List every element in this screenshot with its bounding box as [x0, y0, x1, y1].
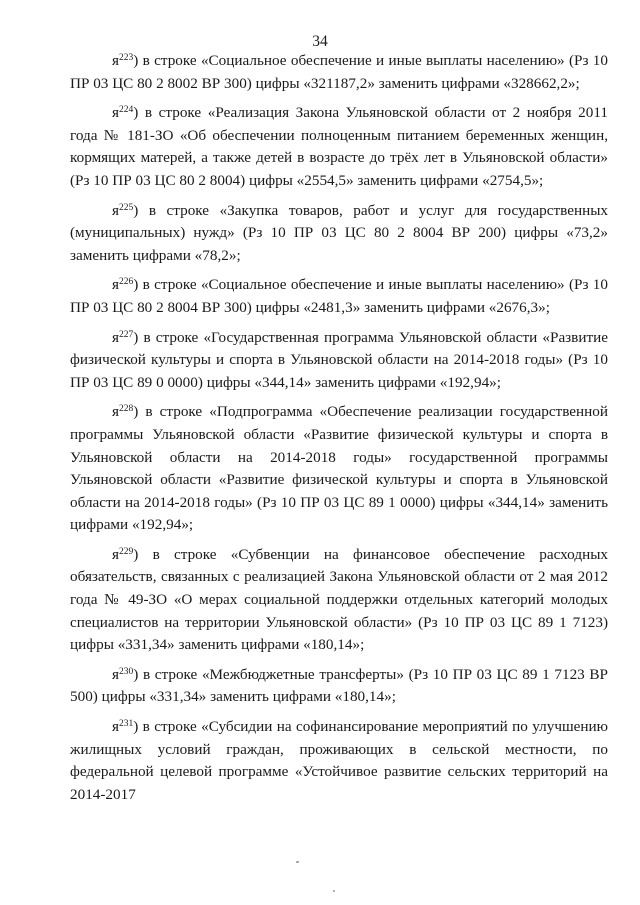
paragraph-text: ) в строке «Субвенции на финансовое обеспечение расходных обязательств, связанных с реализацией Закона Ульяновской области от 2 мая 2012 года № 49-ЗО «О мерах социальной поддержки отдельных категорий молодых специалистов на территории Ульяновской области» (Рз 10 ПР 03 ЦС 89 1 7123) цифры «331,34» заменить цифрами «180,14»; [70, 545, 608, 654]
scan-speck [333, 890, 335, 892]
document-body [70, 50, 608, 813]
paragraph-231 [70, 716, 608, 806]
paragraph-text: ) в строке «Социальное обеспечение и иные выплаты населению» (Рз 10 ПР 03 ЦС 80 2 8002 ВР 300) цифры «321187,2» заменить цифрами «328662,2»; [70, 52, 608, 92]
item-number: 224 [119, 105, 134, 116]
paragraph-223 [70, 50, 608, 95]
item-letter: я [112, 718, 119, 736]
item-letter: я [112, 52, 119, 69]
item-letter: я [112, 545, 119, 563]
item-letter: я [112, 665, 119, 683]
paragraph-230 [70, 664, 608, 709]
paragraph-text: ) в строке «Закупка товаров, работ и услуг для государственных (муниципальных) нужд» (Рз 10 ПР 03 ЦС 80 2 8004 ВР 200) цифры «73,2» заменить цифрами «78,2»; [70, 201, 608, 264]
item-number: 231 [119, 719, 134, 730]
item-number: 227 [119, 329, 134, 340]
item-letter: я [112, 328, 119, 346]
paragraph-224 [70, 102, 608, 192]
paragraph-text: ) в строке «Реализация Закона Ульяновской области от 2 ноября 2011 года № 181-ЗО «Об обеспечении полноценным питанием беременных женщин, кормящих матерей, а также детей в возрасте до трёх лет в Ульяновской области» (Рз 10 ПР 03 ЦС 80 2 8004) цифры «2554,5» заменить цифрами «2754,5»; [70, 104, 608, 189]
paragraph-225 [70, 200, 608, 268]
page-number: 34 [312, 33, 328, 50]
paragraph-text: ) в строке «Социальное обеспечение и иные выплаты населению» (Рз 10 ПР 03 ЦС 80 2 8004 ВР 300) цифры «2481,3» заменить цифрами «2676,3»; [70, 276, 608, 316]
item-letter: я [112, 403, 119, 421]
paragraph-text: ) в строке «Субсидии на софинансирование мероприятий по улучшению жилищных условий граждан, проживающих в сельской местности, по федеральной целевой программе «Устойчивое развитие сельских территорий на 2014-2017 [70, 718, 608, 803]
item-number: 226 [119, 277, 134, 288]
item-number: 230 [119, 666, 134, 677]
item-number: 229 [119, 546, 134, 557]
item-number: 228 [119, 404, 134, 415]
paragraph-text: ) в строке «Межбюджетные трансферты» (Рз 10 ПР 03 ЦС 89 1 7123 ВР 500) цифры «331,34» заменить цифрами «180,14»; [70, 665, 608, 706]
item-number: 223 [119, 53, 134, 63]
paragraph-229 [70, 544, 608, 657]
item-letter: я [112, 104, 119, 122]
paragraph-text: ) в строке «Подпрограмма «Обеспечение реализации государственной программы Ульяновской области «Развитие физической культуры и спорта в Ульяновской области на 2014-2018 годы» государственной программы Ульяновской области «Развитие физической культуры и спорта в Ульяновской области на 2014-2018 годы» (Рз 10 ПР 03 ЦС 89 1 0000) цифры «344,14» заменить цифрами «192,94»; [70, 403, 608, 534]
paragraph-227 [70, 327, 608, 395]
paragraph-226 [70, 274, 608, 319]
item-number: 225 [119, 202, 134, 213]
item-letter: я [112, 276, 119, 294]
paragraph-text: ) в строке «Государственная программа Ульяновской области «Развитие физической культуры и спорта в Ульяновской области на 2014-2018 годы» (Рз 10 ПР 03 ЦС 89 0 0000) цифры «344,14» заменить цифрами «192,94»; [70, 328, 608, 391]
paragraph-228 [70, 401, 608, 537]
scan-speck [296, 861, 299, 863]
item-letter: я [112, 201, 119, 219]
